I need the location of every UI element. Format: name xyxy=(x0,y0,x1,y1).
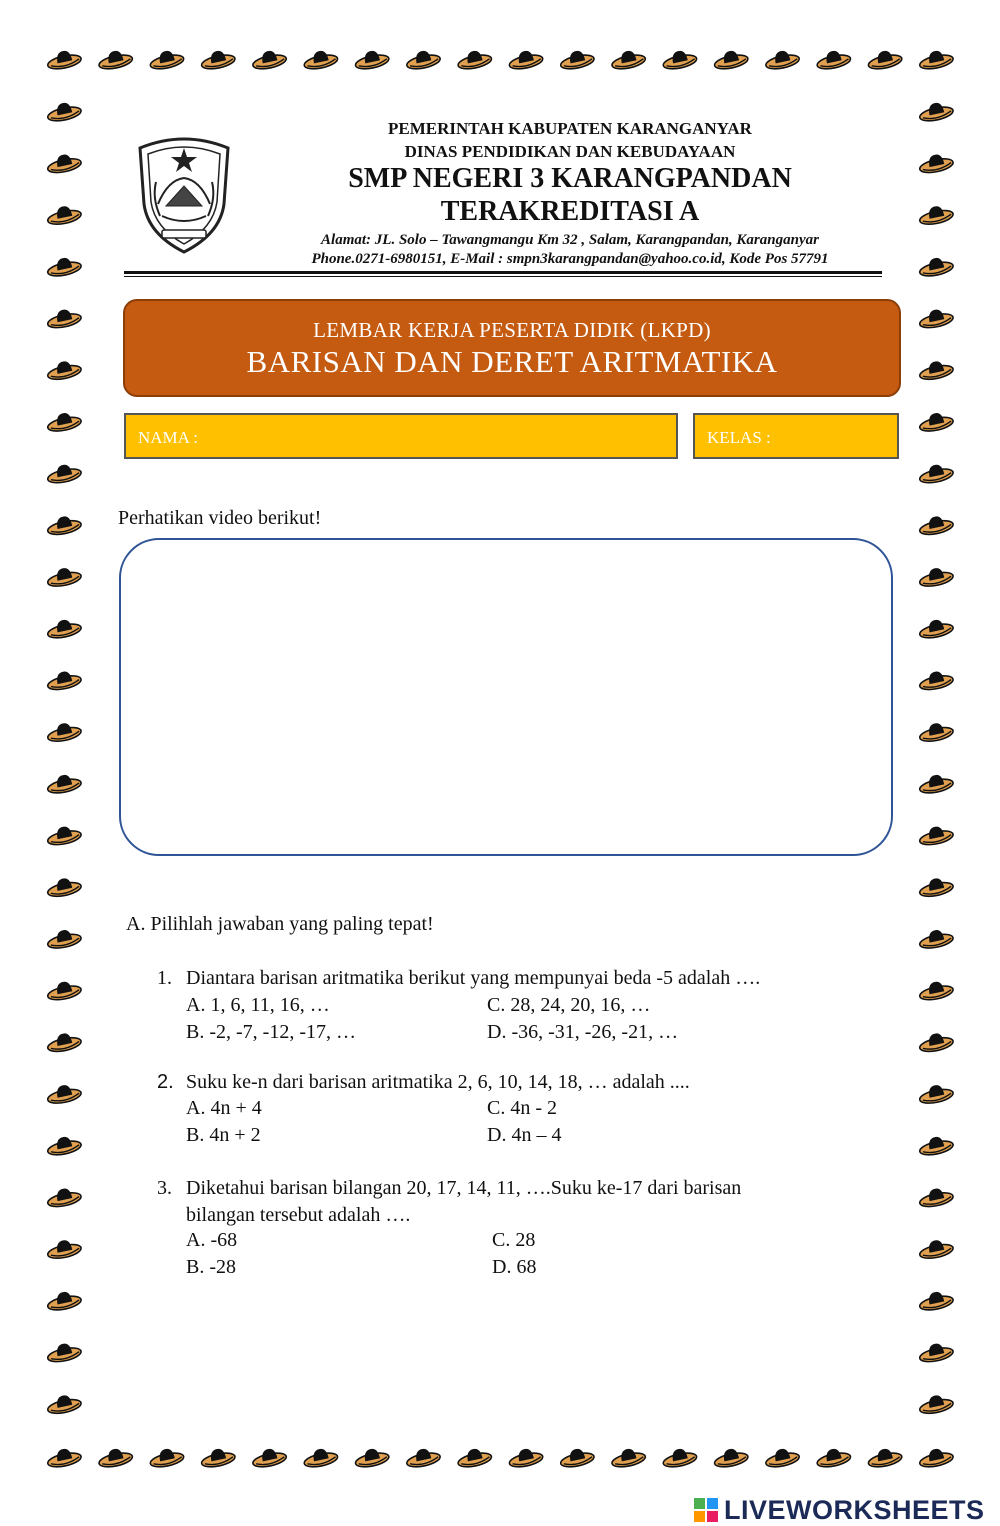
question-2-number: 2. xyxy=(157,1071,174,1093)
header-rule-thick xyxy=(124,271,882,274)
hat-ornament-icon xyxy=(558,1446,595,1470)
hat-ornament-icon xyxy=(918,720,955,744)
hat-ornament-icon xyxy=(46,255,83,279)
hat-ornament-icon xyxy=(918,1134,955,1158)
hat-ornament-icon xyxy=(918,100,955,124)
question-3-text-continued: bilangan tersebut adalah …. xyxy=(186,1204,411,1226)
hat-ornament-icon xyxy=(661,1446,698,1470)
hat-ornament-icon xyxy=(46,1289,83,1313)
hat-ornament-icon xyxy=(97,48,134,72)
hat-ornament-icon xyxy=(815,48,852,72)
hat-ornament-icon xyxy=(918,565,955,589)
hat-ornament-icon xyxy=(46,668,83,692)
hat-ornament-icon xyxy=(918,513,955,537)
hat-ornament-icon xyxy=(918,48,955,72)
question-1-option-d[interactable]: D. -36, -31, -26, -21, … xyxy=(487,1021,679,1043)
hat-ornament-icon xyxy=(46,979,83,1003)
hat-ornament-icon xyxy=(918,772,955,796)
hat-ornament-icon xyxy=(251,48,288,72)
hat-ornament-icon xyxy=(46,358,83,382)
school-address: Alamat: JL. Solo – Tawangmangu Km 32 , Salam, Karangpandan, Karanganyar xyxy=(321,232,819,248)
video-player[interactable] xyxy=(119,538,893,856)
question-3-option-a[interactable]: A. -68 xyxy=(186,1229,238,1251)
hat-ornament-icon xyxy=(46,1392,83,1416)
hat-ornament-icon xyxy=(918,1237,955,1261)
hat-ornament-icon xyxy=(353,1446,390,1470)
hat-ornament-icon xyxy=(918,823,955,847)
question-3-option-d[interactable]: D. 68 xyxy=(492,1256,537,1278)
hat-ornament-icon xyxy=(507,1446,544,1470)
hat-ornament-icon xyxy=(866,48,903,72)
hat-ornament-icon xyxy=(46,151,83,175)
question-3-option-b[interactable]: B. -28 xyxy=(186,1256,236,1278)
hat-ornament-icon xyxy=(661,48,698,72)
hat-ornament-icon xyxy=(764,1446,801,1470)
header-line1: PEMERINTAH KABUPATEN KARANGANYAR xyxy=(388,119,752,138)
hat-ornament-icon xyxy=(148,48,185,72)
hat-ornament-icon xyxy=(251,1446,288,1470)
hat-ornament-icon xyxy=(302,48,339,72)
question-1-option-c[interactable]: C. 28, 24, 20, 16, … xyxy=(487,994,651,1016)
question-1-option-a[interactable]: A. 1, 6, 11, 16, … xyxy=(186,994,330,1016)
kelas-label: KELAS : xyxy=(707,428,771,447)
question-2-option-a[interactable]: A. 4n + 4 xyxy=(186,1097,262,1119)
question-1-text: Diantara barisan aritmatika berikut yang mempunyai beda -5 adalah …. xyxy=(186,967,761,989)
hat-ornament-icon xyxy=(148,1446,185,1470)
nama-field[interactable] xyxy=(124,413,678,459)
hat-ornament-icon xyxy=(302,1446,339,1470)
hat-ornament-icon xyxy=(46,1185,83,1209)
hat-ornament-icon xyxy=(918,462,955,486)
hat-ornament-icon xyxy=(918,1446,955,1470)
hat-ornament-icon xyxy=(199,48,236,72)
hat-ornament-icon xyxy=(918,1030,955,1054)
hat-ornament-icon xyxy=(918,203,955,227)
question-3-option-c[interactable]: C. 28 xyxy=(492,1229,536,1251)
hat-ornament-icon xyxy=(918,927,955,951)
hat-ornament-icon xyxy=(918,1185,955,1209)
hat-ornament-icon xyxy=(46,513,83,537)
hat-ornament-icon xyxy=(46,1446,83,1470)
hat-ornament-icon xyxy=(405,1446,442,1470)
question-2-option-b[interactable]: B. 4n + 2 xyxy=(186,1124,261,1146)
hat-ornament-icon xyxy=(46,1237,83,1261)
hat-ornament-icon xyxy=(46,100,83,124)
hat-ornament-icon xyxy=(918,1289,955,1313)
hat-ornament-icon xyxy=(97,1446,134,1470)
hat-ornament-icon xyxy=(199,1446,236,1470)
hat-ornament-icon xyxy=(46,772,83,796)
kelas-field[interactable] xyxy=(693,413,899,459)
hat-ornament-icon xyxy=(46,1082,83,1106)
hat-ornament-icon xyxy=(507,48,544,72)
liveworksheets-logo-icon xyxy=(693,1497,719,1523)
banner-title: BARISAN DAN DERET ARITMATIKA xyxy=(246,344,778,379)
hat-ornament-icon xyxy=(918,668,955,692)
hat-ornament-icon xyxy=(918,979,955,1003)
hat-ornament-icon xyxy=(46,720,83,744)
hat-ornament-icon xyxy=(866,1446,903,1470)
liveworksheets-watermark: LIVEWORKSHEETS xyxy=(724,1495,985,1525)
hat-ornament-icon xyxy=(405,48,442,72)
school-crest-icon xyxy=(132,134,236,256)
hat-ornament-icon xyxy=(46,306,83,330)
hat-ornament-icon xyxy=(456,1446,493,1470)
hat-ornament-icon xyxy=(918,1340,955,1364)
header-rule-thin xyxy=(124,276,882,277)
hat-ornament-icon xyxy=(46,1030,83,1054)
hat-ornament-icon xyxy=(46,1134,83,1158)
hat-ornament-icon xyxy=(558,48,595,72)
question-3-number: 3. xyxy=(157,1177,172,1199)
header-line2: DINAS PENDIDIKAN DAN KEBUDAYAAN xyxy=(404,142,736,161)
hat-ornament-icon xyxy=(918,875,955,899)
hat-ornament-icon xyxy=(456,48,493,72)
hat-ornament-icon xyxy=(46,462,83,486)
hat-ornament-icon xyxy=(918,410,955,434)
school-contact: Phone.0271-6980151, E-Mail : smpn3karangpandan@yahoo.co.id, Kode Pos 57791 xyxy=(311,251,829,267)
hat-ornament-icon xyxy=(46,410,83,434)
question-2-option-c[interactable]: C. 4n - 2 xyxy=(487,1097,557,1119)
hat-ornament-icon xyxy=(712,48,749,72)
hat-ornament-icon xyxy=(46,1340,83,1364)
question-1-number: 1. xyxy=(157,967,172,989)
hat-ornament-icon xyxy=(712,1446,749,1470)
hat-ornament-icon xyxy=(918,306,955,330)
video-instruction: Perhatikan video berikut! xyxy=(118,507,322,529)
title-banner xyxy=(123,299,901,397)
section-a-heading: A. Pilihlah jawaban yang paling tepat! xyxy=(126,913,434,935)
question-3-text: Diketahui barisan bilangan 20, 17, 14, 11, ….Suku ke-17 dari barisan xyxy=(186,1177,742,1199)
hat-ornament-icon xyxy=(918,358,955,382)
hat-ornament-icon xyxy=(610,48,647,72)
hat-ornament-icon xyxy=(918,617,955,641)
hat-ornament-icon xyxy=(46,48,83,72)
hat-ornament-icon xyxy=(918,1082,955,1106)
hat-ornament-icon xyxy=(46,927,83,951)
hat-ornament-icon xyxy=(353,48,390,72)
hat-ornament-icon xyxy=(46,565,83,589)
hat-ornament-icon xyxy=(918,151,955,175)
nama-label: NAMA : xyxy=(138,428,198,447)
question-2-option-d[interactable]: D. 4n – 4 xyxy=(487,1124,562,1146)
question-1-option-b[interactable]: B. -2, -7, -12, -17, … xyxy=(186,1021,356,1043)
hat-ornament-icon xyxy=(46,875,83,899)
banner-subtitle: LEMBAR KERJA PESERTA DIDIK (LKPD) xyxy=(313,318,711,342)
hat-ornament-icon xyxy=(918,1392,955,1416)
hat-ornament-icon xyxy=(918,255,955,279)
accreditation: TERAKREDITASI A xyxy=(440,196,700,227)
hat-ornament-icon xyxy=(764,48,801,72)
hat-ornament-icon xyxy=(46,823,83,847)
hat-ornament-icon xyxy=(46,203,83,227)
question-2-text: Suku ke-n dari barisan aritmatika 2, 6, 10, 14, 18, … adalah .... xyxy=(186,1071,690,1093)
hat-ornament-icon xyxy=(815,1446,852,1470)
hat-ornament-icon xyxy=(46,617,83,641)
hat-ornament-icon xyxy=(610,1446,647,1470)
school-name: SMP NEGERI 3 KARANGPANDAN xyxy=(348,163,792,194)
